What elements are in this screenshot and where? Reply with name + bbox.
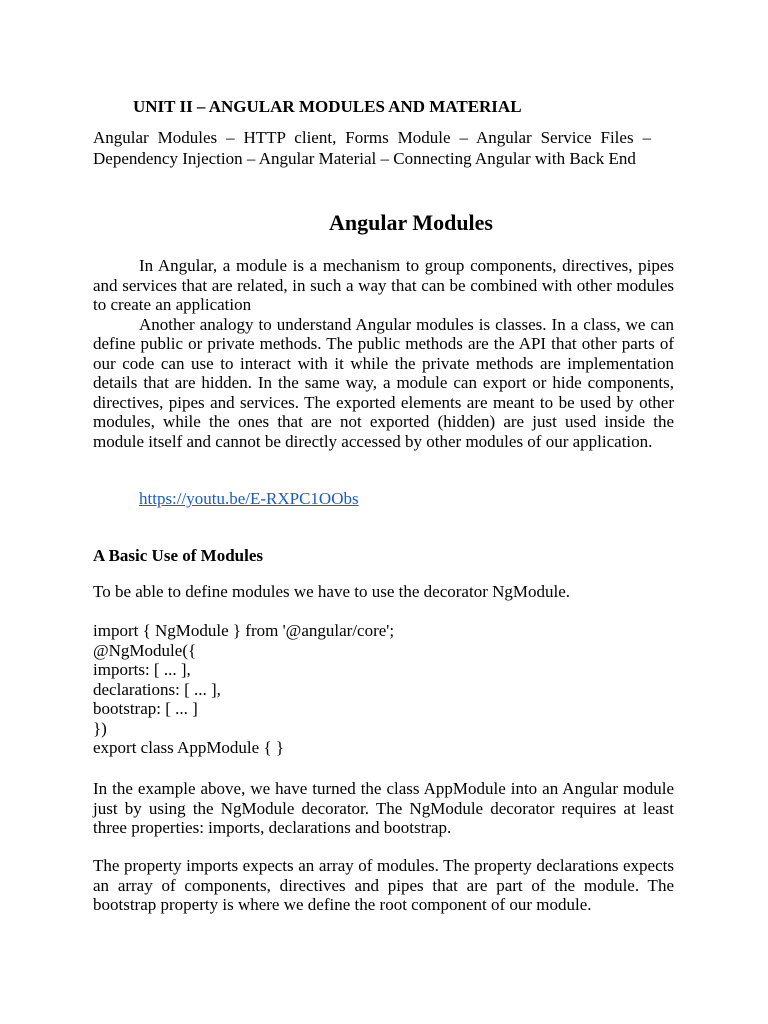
paragraph-properties: The property imports expects an array of modules. The property declarations expects an array of components, directives and pipes that are part of the module. The bootstrap property is where we define the root component of our module. <box>93 856 674 914</box>
intro-paragraphs <box>93 256 674 451</box>
paragraph-example-explanation: In the example above, we have turned the class AppModule into an Angular module just by using the NgModule decorator. The NgModule decorator requires at least three properties: imports, declarations and bootstrap. <box>93 779 674 837</box>
code-line: @NgModule({ <box>93 640 197 660</box>
subheading-basic-use: A Basic Use of Modules <box>93 546 263 565</box>
code-example <box>93 621 394 758</box>
unit-title: UNIT II – ANGULAR MODULES AND MATERIAL <box>133 97 522 116</box>
code-line: bootstrap: [ ... ] <box>93 699 198 718</box>
syllabus-topics: Angular Modules – HTTP client, Forms Module – Angular Service Files – Dependency Injection – Angular Material – Connecting Angular with Back End <box>93 128 651 168</box>
code-line: declarations: [ ... ], <box>93 679 221 699</box>
code-line: imports: [ ... ], <box>93 660 191 679</box>
paragraph-module-definition: In Angular, a module is a mechanism to group components, directives, pipes and services that are related, in such a way that can be combined with other modules to create an application <box>93 256 674 314</box>
youtube-link[interactable]: https://youtu.be/E-RXPC1OObs <box>139 489 359 508</box>
paragraph-decorator-intro: To be able to define modules we have to use the decorator NgModule. <box>93 582 571 601</box>
code-line: export class AppModule { } <box>93 738 285 757</box>
paragraph-class-analogy: Another analogy to understand Angular modules is classes. In a class, we can define public or private methods. The public methods are the API that other parts of our code can use to interact with it while the private methods are implementation details that are hidden. In the same way, a module can export or hide components, directives, pipes and services. The exported elements are meant to be used by other modules, while the ones that are not exported (hidden) are just used inside the module itself and cannot be directly accessed by other modules of our application. <box>93 314 674 451</box>
code-line: import { NgModule } from '@angular/core'; <box>93 621 395 640</box>
section-heading: Angular Modules <box>328 210 493 235</box>
code-line: }) <box>93 718 107 738</box>
